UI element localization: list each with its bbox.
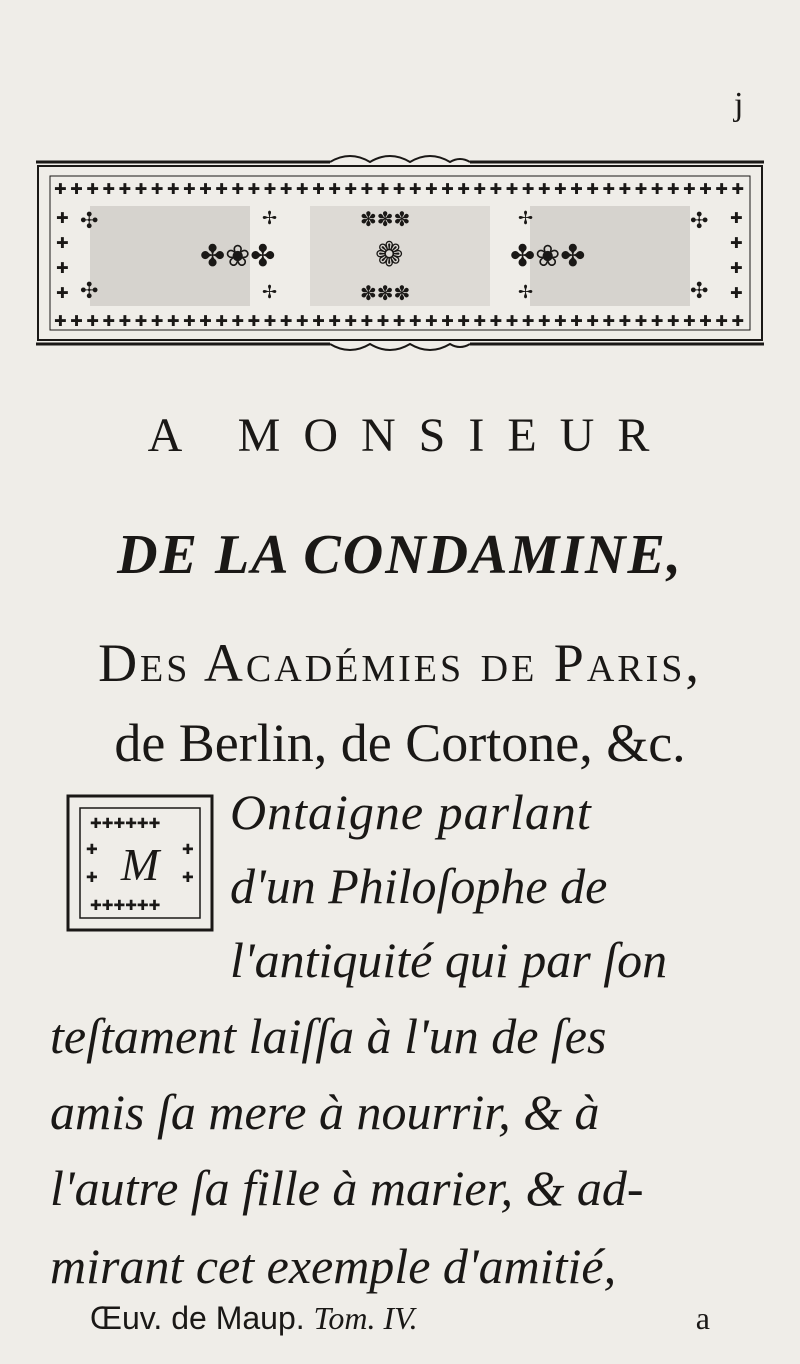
svg-text:✣: ✣: [80, 209, 99, 234]
initial-letter: M: [120, 839, 160, 890]
footer-tome: Tom. IV.: [313, 1300, 418, 1336]
svg-text:✚✚✚✚✚✚: ✚✚✚✚✚✚: [90, 816, 161, 832]
svg-text:✢: ✢: [518, 208, 534, 229]
svg-text:✚: ✚: [86, 842, 98, 858]
svg-text:❁: ❁: [375, 235, 404, 275]
svg-text:✚: ✚: [56, 209, 69, 227]
svg-text:✣: ✣: [690, 209, 709, 234]
svg-text:✤❀✤: ✤❀✤: [200, 239, 276, 274]
body-line: mirant cet exemple d'amitié,: [50, 1238, 617, 1294]
ornamental-headpiece: [30, 148, 770, 358]
body-line: amis ſa mere à nourrir, & à: [50, 1084, 600, 1140]
svg-text:✢: ✢: [518, 282, 534, 303]
footer-work: Œuv. de Maup.: [90, 1300, 305, 1336]
svg-text:✚: ✚: [86, 870, 98, 886]
svg-text:✚: ✚: [730, 284, 743, 302]
svg-text:✚: ✚: [730, 209, 743, 227]
svg-text:✽✽✽: ✽✽✽: [360, 207, 411, 231]
svg-text:✚: ✚: [730, 234, 743, 252]
body-line: d'un Philoſophe de: [230, 858, 608, 914]
svg-text:✢: ✢: [262, 282, 278, 303]
page-mark: j: [734, 86, 744, 123]
signature-mark: a: [695, 1300, 710, 1336]
svg-text:✚: ✚: [182, 842, 194, 858]
svg-text:✢: ✢: [262, 208, 278, 229]
svg-text:✤❀✤: ✤❀✤: [510, 239, 586, 274]
svg-text:✚✚✚✚✚✚✚✚✚✚✚✚✚✚✚✚✚✚✚✚✚✚✚✚✚✚✚✚✚✚: ✚✚✚✚✚✚✚✚✚✚✚✚✚✚✚✚✚✚✚✚✚✚✚✚✚✚✚✚✚✚✚✚✚✚✚✚✚✚✚✚✚✚✚: [54, 312, 744, 330]
decorated-initial: [60, 788, 220, 938]
body-line: teſtament laiſſa à l'un de ſes: [50, 1008, 607, 1064]
body-line: Ontaigne parlant: [230, 784, 592, 840]
dedicatee-name: DE LA CONDAMINE,: [117, 524, 683, 586]
academies-line: Des Académies de Paris,: [98, 633, 702, 693]
svg-text:✚: ✚: [56, 284, 69, 302]
dedication-line: A MONSIEUR: [147, 409, 673, 462]
svg-text:✚✚✚✚✚✚: ✚✚✚✚✚✚: [90, 898, 161, 914]
svg-text:✣: ✣: [690, 279, 709, 304]
svg-text:✣: ✣: [80, 279, 99, 304]
academies-line-2: de Berlin, de Cortone, &c.: [114, 713, 686, 773]
svg-text:✽✽✽: ✽✽✽: [360, 281, 411, 305]
svg-text:✚: ✚: [182, 870, 194, 886]
svg-text:✚✚✚✚✚✚✚✚✚✚✚✚✚✚✚✚✚✚✚✚✚✚✚✚✚✚✚✚✚✚: ✚✚✚✚✚✚✚✚✚✚✚✚✚✚✚✚✚✚✚✚✚✚✚✚✚✚✚✚✚✚✚✚✚✚✚✚✚✚✚✚✚✚✚: [54, 180, 744, 198]
svg-text:✚: ✚: [56, 259, 69, 277]
svg-text:✚: ✚: [56, 234, 69, 252]
svg-text:✚: ✚: [730, 259, 743, 277]
body-line: l'autre ſa fille à marier, & ad-: [50, 1160, 644, 1216]
body-line: l'antiquité qui par ſon: [230, 932, 668, 988]
